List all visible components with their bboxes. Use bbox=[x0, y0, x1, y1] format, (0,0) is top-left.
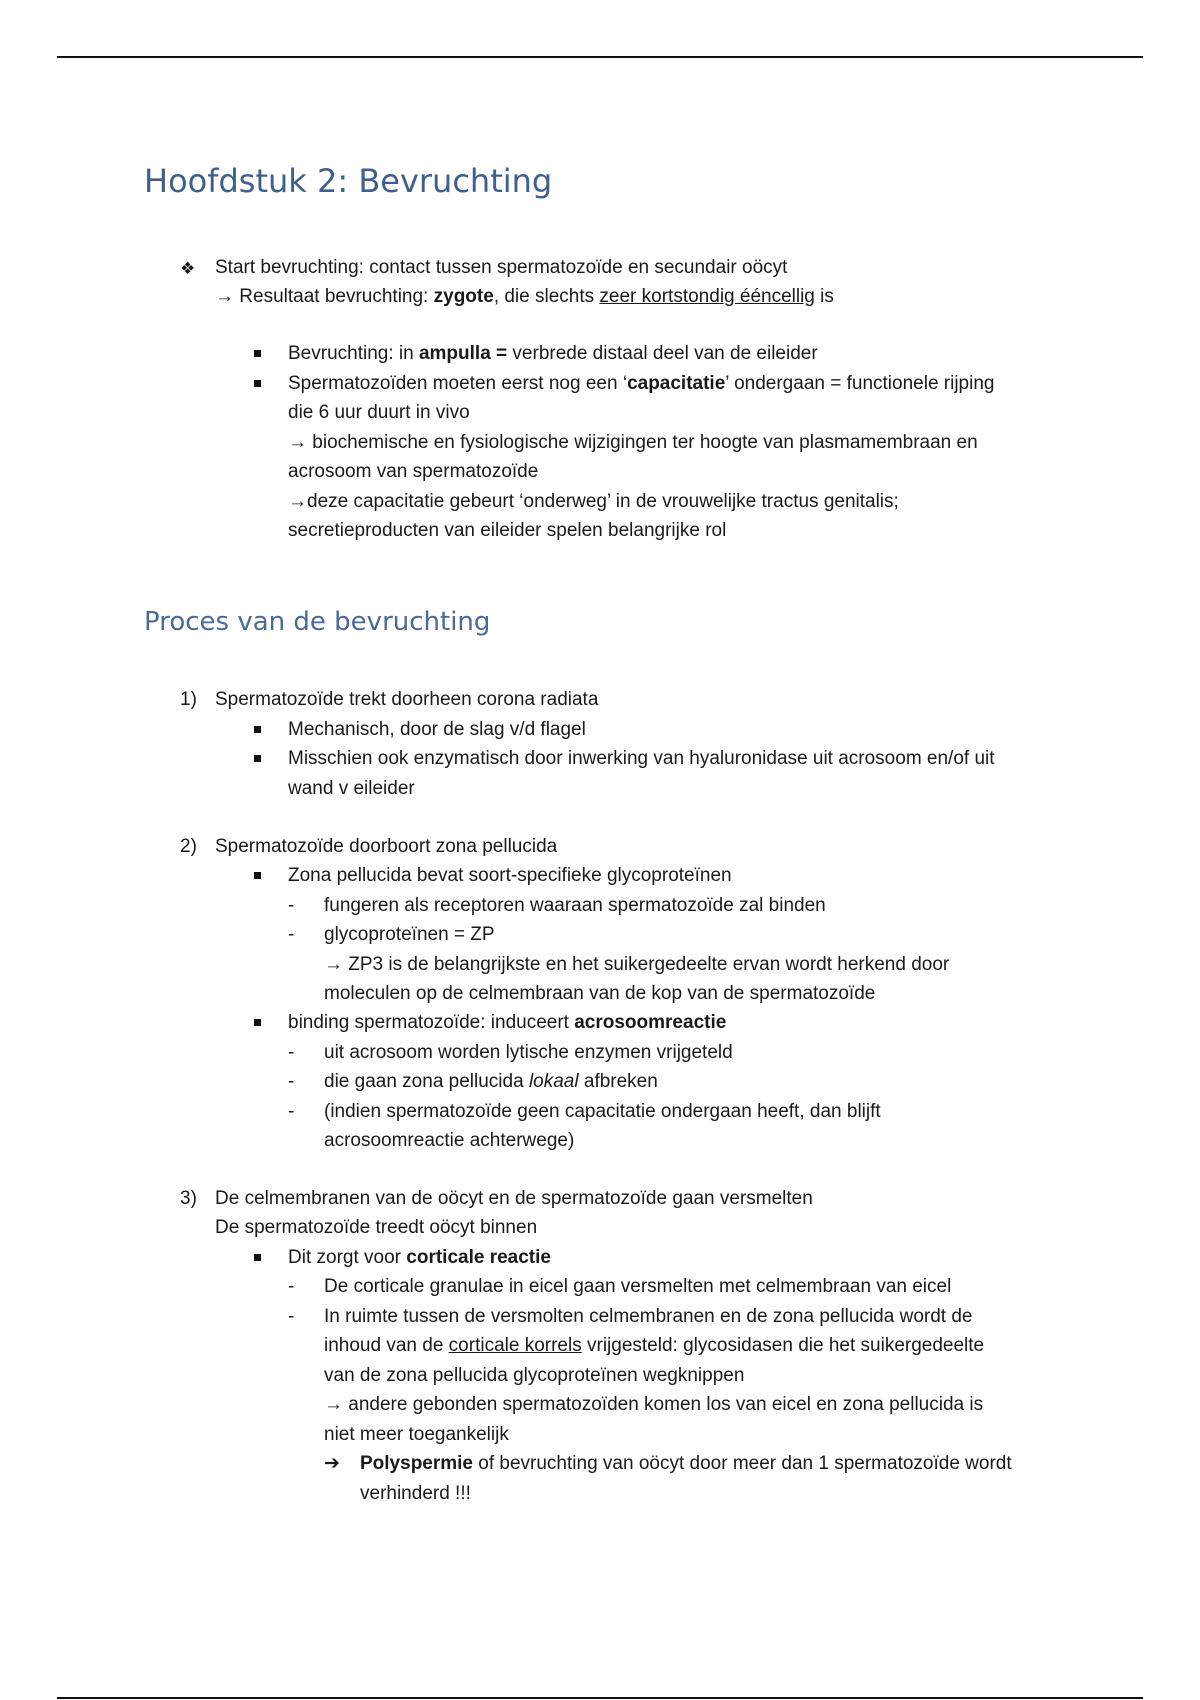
dash-bullet-icon: - bbox=[288, 1306, 295, 1327]
step2-number: 2) bbox=[180, 836, 197, 857]
step1-bullet2-l1: Misschien ook enzymatisch door inwerking van hyaluronidase uit acrosoom en/of uit bbox=[288, 748, 995, 769]
step1-text: Spermatozoïde trekt doorheen corona radiata bbox=[215, 689, 599, 710]
step1-number: 1) bbox=[180, 689, 197, 710]
footer-rule bbox=[57, 1697, 1143, 1699]
step2-dash2-l2: → ZP3 is de belangrijkste en het suikergedeelte ervan wordt herkend door bbox=[324, 954, 950, 975]
step2-bullet2: binding spermatozoïde: induceert acrosoomreactie bbox=[288, 1012, 727, 1033]
step3-polyspermie: Polyspermie of bevruchting van oöcyt door meer dan 1 spermatozoïde wordt bbox=[360, 1453, 1012, 1474]
diamond-bullet-icon: ❖ bbox=[180, 259, 196, 278]
intro-capacitatie-l3: → biochemische en fysiologische wijzigingen ter hoogte van plasmamembraan en bbox=[288, 432, 978, 453]
step3-number: 3) bbox=[180, 1188, 197, 1209]
dash-bullet-icon: - bbox=[288, 1101, 295, 1122]
page-title: Hoofdstuk 2: Bevruchting bbox=[144, 162, 553, 200]
header-rule bbox=[57, 56, 1143, 58]
dash-bullet-icon: - bbox=[288, 895, 295, 916]
step3-text: De celmembranen van de oöcyt en de spermatozoïde gaan versmelten bbox=[215, 1188, 813, 1209]
step3-dash2-l5: niet meer toegankelijk bbox=[324, 1424, 509, 1445]
dash-bullet-icon: - bbox=[288, 1071, 295, 1092]
dash-bullet-icon: - bbox=[288, 1042, 295, 1063]
square-bullet-icon bbox=[254, 1019, 261, 1026]
step2-dash2: glycoproteïnen = ZP bbox=[324, 924, 495, 945]
arrow-bullet-icon: ➔ bbox=[324, 1453, 340, 1474]
dash-bullet-icon: - bbox=[288, 1276, 295, 1297]
step2-bullet1: Zona pellucida bevat soort-specifieke glycoproteïnen bbox=[288, 865, 732, 886]
intro-start: Start bevruchting: contact tussen spermatozoïde en secundair oöcyt bbox=[215, 257, 788, 278]
square-bullet-icon bbox=[254, 755, 261, 762]
dash-bullet-icon: - bbox=[288, 924, 295, 945]
square-bullet-icon bbox=[254, 872, 261, 879]
intro-capacitatie-l4: acrosoom van spermatozoïde bbox=[288, 461, 539, 482]
step3-bullet1: Dit zorgt voor corticale reactie bbox=[288, 1247, 551, 1268]
intro-capacitatie-l2: die 6 uur duurt in vivo bbox=[288, 402, 470, 423]
step2-dash1: fungeren als receptoren waaraan spermatozoïde zal binden bbox=[324, 895, 826, 916]
step2-dash2-l3: moleculen op de celmembraan van de kop van de spermatozoïde bbox=[324, 983, 876, 1004]
step2-dash5-l1: (indien spermatozoïde geen capacitatie ondergaan heeft, dan blijft bbox=[324, 1101, 881, 1122]
step3-text-l2: De spermatozoïde treedt oöcyt binnen bbox=[215, 1217, 538, 1238]
square-bullet-icon bbox=[254, 1254, 261, 1261]
intro-capacitatie-l5: →deze capacitatie gebeurt ‘onderweg’ in de vrouwelijke tractus genitalis; bbox=[288, 491, 899, 512]
step2-dash4: die gaan zona pellucida lokaal afbreken bbox=[324, 1071, 658, 1092]
step2-dash3: uit acrosoom worden lytische enzymen vrijgeteld bbox=[324, 1042, 733, 1063]
square-bullet-icon bbox=[254, 350, 261, 357]
intro-capacitatie-l6: secretieproducten van eileider spelen belangrijke rol bbox=[288, 520, 727, 541]
step3-dash1: De corticale granulae in eicel gaan versmelten met celmembraan van eicel bbox=[324, 1276, 952, 1297]
section-title: Proces van de bevruchting bbox=[144, 607, 491, 637]
square-bullet-icon bbox=[254, 380, 261, 387]
step3-polyspermie-l2: verhinderd !!! bbox=[360, 1483, 471, 1504]
step3-dash2-l3: van de zona pellucida glycoproteïnen wegknippen bbox=[324, 1365, 745, 1386]
step1-bullet1: Mechanisch, door de slag v/d flagel bbox=[288, 719, 586, 740]
intro-bullet-ampulla: Bevruchting: in ampulla = verbrede distaal deel van de eileider bbox=[288, 343, 818, 364]
step2-dash5-l2: acrosoomreactie achterwege) bbox=[324, 1130, 575, 1151]
step3-dash2-l1: In ruimte tussen de versmolten celmembranen en de zona pellucida wordt de bbox=[324, 1306, 973, 1327]
step3-dash2-l4: → andere gebonden spermatozoïden komen los van eicel en zona pellucida is bbox=[324, 1394, 984, 1415]
intro-result: → Resultaat bevruchting: zygote, die slechts zeer kortstondig ééncellig is bbox=[215, 286, 834, 307]
intro-bullet-capacitatie: Spermatozoïden moeten eerst nog een ‘capacitatie’ ondergaan = functionele rijping bbox=[288, 373, 995, 394]
square-bullet-icon bbox=[254, 726, 261, 733]
step2-text: Spermatozoïde doorboort zona pellucida bbox=[215, 836, 558, 857]
step1-bullet2-l2: wand v eileider bbox=[288, 778, 415, 799]
step3-dash2-l2: inhoud van de corticale korrels vrijgesteld: glycosidasen die het suikergedeelte bbox=[324, 1335, 985, 1356]
